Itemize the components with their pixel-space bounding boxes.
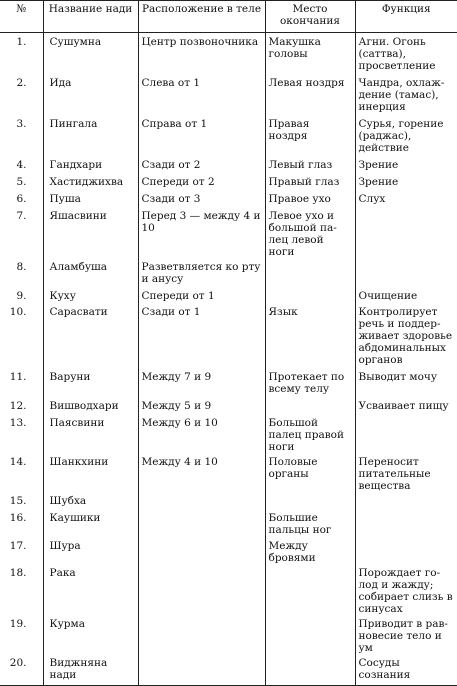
row-location: Слева от 1 <box>138 74 265 115</box>
row-num: 20. <box>9 656 27 669</box>
row-num: 5. <box>16 175 27 188</box>
table-row <box>0 414 457 453</box>
row-function: Слух <box>355 190 457 207</box>
row-function <box>355 509 457 537</box>
row-end <box>265 492 355 509</box>
row-function: Сосуды сознания <box>355 654 457 686</box>
row-location: Спереди от 2 <box>138 173 265 190</box>
row-end: Левый глаз <box>265 156 355 173</box>
row-end: Протекает по всему телу <box>265 368 355 397</box>
row-function <box>355 537 457 564</box>
row-num: 10. <box>9 305 27 318</box>
row-function: Приводит в рав-новесие тело и ум <box>355 615 457 654</box>
table-row <box>0 368 457 397</box>
row-function: Зрение <box>355 173 457 190</box>
row-num: 12. <box>9 399 27 412</box>
table-row <box>0 303 457 368</box>
row-function: Очищение <box>355 287 457 303</box>
row-num: 19. <box>9 617 27 630</box>
row-name: Варуни <box>43 368 138 397</box>
row-end: Правый глаз <box>265 173 355 190</box>
row-location: Спереди от 1 <box>138 287 265 303</box>
row-num: 13. <box>9 416 27 429</box>
row-function: Агни. Огонь (саттва), просветление <box>355 33 457 74</box>
row-name: Шура <box>43 537 138 564</box>
table-row <box>0 115 457 156</box>
row-name: Каушики <box>43 509 138 537</box>
row-location <box>138 615 265 654</box>
row-end: Левое ухо и большой па-лец левой ноги <box>265 207 355 258</box>
row-end: Левая ноздря <box>265 74 355 115</box>
row-name: Пингала <box>43 115 138 156</box>
row-function: Выводит мочу <box>355 368 457 397</box>
row-location: Сзади от 1 <box>138 303 265 368</box>
row-function <box>355 258 457 287</box>
header-num: № <box>0 1 43 33</box>
row-name: Шанкхини <box>43 453 138 492</box>
row-num: 14. <box>9 455 27 468</box>
row-location <box>138 509 265 537</box>
table-row <box>0 173 457 190</box>
row-name: Ида <box>43 74 138 115</box>
row-name: Вишводхари <box>43 397 138 414</box>
row-name: Рака <box>43 564 138 615</box>
row-location: Перед 3 — между 4 и 10 <box>138 207 265 258</box>
row-function: Сурья, горение (раджас), действие <box>355 115 457 156</box>
row-num: 2. <box>16 76 27 89</box>
row-name: Виджняна нади <box>43 654 138 686</box>
row-end: Макушка головы <box>265 33 355 74</box>
row-name: Сушумна <box>43 33 138 74</box>
header-name: Название нади <box>43 1 138 33</box>
table-row <box>0 156 457 173</box>
row-num: 17. <box>9 539 27 552</box>
row-location: Сзади от 3 <box>138 190 265 207</box>
row-name: Пуша <box>43 190 138 207</box>
row-num: 6. <box>16 192 27 205</box>
row-end <box>265 258 355 287</box>
row-end <box>265 654 355 686</box>
table-row <box>0 33 457 74</box>
row-function: Чандра, охлаж-дение (тамас), инерция <box>355 74 457 115</box>
row-num: 11. <box>9 370 27 383</box>
table-row <box>0 492 457 509</box>
row-function: Усваивает пищу <box>355 397 457 414</box>
row-num: 18. <box>9 566 27 579</box>
row-num: 9. <box>16 289 27 302</box>
row-num: 16. <box>9 511 27 524</box>
row-function: Контролирует речь и поддер-живает здоровье абдоминальных органов <box>355 303 457 368</box>
table-row <box>0 654 457 686</box>
row-end <box>265 287 355 303</box>
table-row <box>0 397 457 414</box>
row-location <box>138 564 265 615</box>
row-function <box>355 414 457 453</box>
table-row <box>0 190 457 207</box>
row-location: Справа от 1 <box>138 115 265 156</box>
table-row <box>0 615 457 654</box>
row-function <box>355 207 457 258</box>
row-name: Паясвини <box>43 414 138 453</box>
row-num: 1. <box>16 36 27 48</box>
row-location: Разветвляется ко рту и анусу <box>138 258 265 287</box>
row-num: 3. <box>16 117 27 130</box>
table-row <box>0 207 457 258</box>
row-location: Между 5 и 9 <box>138 397 265 414</box>
row-location: Центр позвоночника <box>138 33 265 74</box>
row-num: 15. <box>9 494 27 507</box>
row-num: 8. <box>16 260 27 273</box>
table-row <box>0 537 457 564</box>
row-name: Курма <box>43 615 138 654</box>
header-end: Место окончания <box>265 1 355 33</box>
row-end: Половые органы <box>265 453 355 492</box>
row-end: Правая ноздря <box>265 115 355 156</box>
table-body <box>0 33 457 686</box>
row-location: Между 4 и 10 <box>138 453 265 492</box>
row-location: Между 6 и 10 <box>138 414 265 453</box>
row-name: Яшасвини <box>43 207 138 258</box>
table-row <box>0 564 457 615</box>
row-end: Язык <box>265 303 355 368</box>
row-location <box>138 492 265 509</box>
row-num: 7. <box>16 209 27 222</box>
row-end <box>265 564 355 615</box>
row-location <box>138 654 265 686</box>
header-function: Функция <box>355 1 457 33</box>
row-name: Гандхари <box>43 156 138 173</box>
row-function: Зрение <box>355 156 457 173</box>
row-name: Аламбуша <box>43 258 138 287</box>
row-location: Между 7 и 9 <box>138 368 265 397</box>
table-row <box>0 258 457 287</box>
table-row <box>0 509 457 537</box>
table-row <box>0 74 457 115</box>
row-name: Сарасвати <box>43 303 138 368</box>
row-end <box>265 615 355 654</box>
row-location <box>138 537 265 564</box>
row-function: Переносит питательные вещества <box>355 453 457 492</box>
row-function <box>355 492 457 509</box>
row-end: Правое ухо <box>265 190 355 207</box>
table-row <box>0 453 457 492</box>
row-location: Сзади от 2 <box>138 156 265 173</box>
row-name: Шубха <box>43 492 138 509</box>
row-end <box>265 397 355 414</box>
row-name: Куху <box>43 287 138 303</box>
row-function: Порождает го-лод и жажду; собирает слизь в синусах <box>355 564 457 615</box>
row-end: Большие пальцы ног <box>265 509 355 537</box>
row-end: Между бровями <box>265 537 355 564</box>
table-header <box>0 1 457 33</box>
header-location: Расположение в теле <box>138 1 265 33</box>
row-num: 4. <box>16 158 27 171</box>
row-end: Большой палец правой ноги <box>265 414 355 453</box>
table-row <box>0 287 457 303</box>
row-name: Хастиджихва <box>43 173 138 190</box>
